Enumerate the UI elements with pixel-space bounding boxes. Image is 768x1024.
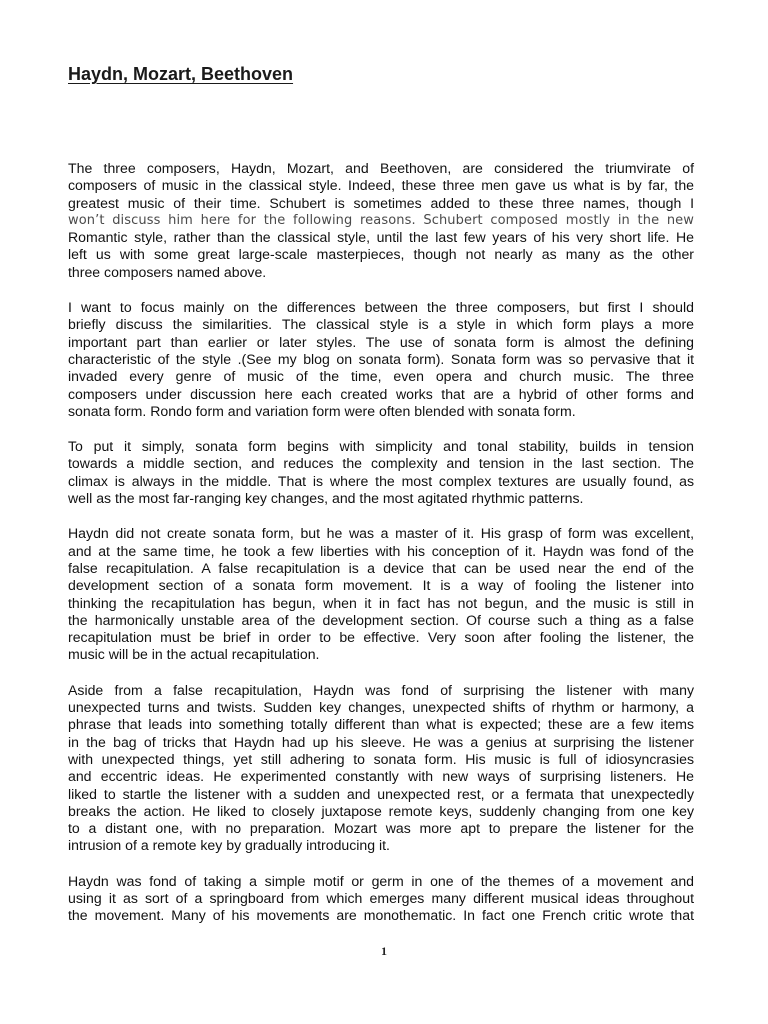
text-line: false recapitulation. A false recapitulation is a device that can be used near the end of the xyxy=(68,559,694,576)
text-line: music will be in the actual recapitulation. xyxy=(68,646,320,663)
text-line: using it as sort of a springboard from which emerges many different musical ideas throughout xyxy=(68,889,694,906)
paragraph-4 xyxy=(68,525,694,663)
text-line: Haydn did not create sonata form, but he was a master of it. His grasp of form was excellent, xyxy=(68,525,694,542)
text-line: invaded every genre of music of the time, even opera and church music. The three xyxy=(68,368,694,385)
text-line: Romantic style, rather than the classical style, until the last few years of his very short life. He xyxy=(68,229,694,246)
page-number: 1 xyxy=(381,944,387,958)
document-title: Haydn, Mozart, Beethoven xyxy=(68,64,294,84)
text-line: important part than earlier or later styles. The use of sonata form is almost the defining xyxy=(68,333,694,350)
text-line: characteristic of the style .(See my blog on sonata form). Sonata form was so pervasive that it xyxy=(68,350,694,367)
paragraph-3 xyxy=(68,438,694,507)
text-line: breaks the action. He liked to closely juxtapose remote keys, suddenly changing from one key xyxy=(68,802,694,819)
text-line: towards a middle section, and reduces the complexity and tension in the last section. The xyxy=(68,455,694,472)
paragraph-2 xyxy=(68,299,694,420)
paragraph-5 xyxy=(68,682,694,855)
paragraph-6 xyxy=(68,873,694,925)
text-line: in the bag of tricks that Haydn had up his sleeve. He was a genius at surprising the listener xyxy=(68,733,694,750)
text-line: well as the most far-ranging key changes, and the most agitated rhythmic patterns. xyxy=(68,490,584,507)
text-line: intrusion of a remote key by gradually introducing it. xyxy=(68,837,390,854)
text-line: To put it simply, sonata form begins with simplicity and tonal stability, builds in tension xyxy=(68,438,694,455)
text-line: composers of music in the classical style. Indeed, these three men gave us what is by far, the xyxy=(68,177,694,194)
text-line: to a distant one, with no preparation. Mozart was more apt to prepare the listener for the xyxy=(68,820,694,837)
text-line: phrase that leads into something totally different than what is expected; these are a few items xyxy=(68,716,694,733)
text-line: climax is always in the middle. That is where the most complex textures are usually found, as xyxy=(68,472,694,489)
text-line: Haydn was fond of taking a simple motif or germ in one of the themes of a movement and xyxy=(68,872,694,889)
text-line: with unexpected things, yet still adhering to sonata form. His music is full of idiosyncrasies xyxy=(68,750,694,767)
text-line: the movement. Many of his movements are monothematic. In fact one French critic wrote that xyxy=(68,907,694,924)
text-line: won’t discuss him here for the following reasons. Schubert composed mostly in the new xyxy=(68,212,694,228)
text-line: thinking the recapitulation has begun, when it in fact has not begun, and the music is still in xyxy=(68,594,694,611)
text-line: sonata form. Rondo form and variation form were often blended with sonata form. xyxy=(68,402,576,419)
text-line: and at the same time, he took a few liberties with his conception of it. Haydn was fond of the xyxy=(68,542,694,559)
document-body xyxy=(68,160,694,943)
text-line: three composers named above. xyxy=(68,263,267,280)
paragraph-1 xyxy=(68,160,694,281)
text-line: briefly discuss the similarities. The classical style is a style in which form plays a more xyxy=(68,316,694,333)
text-line: the harmonically unstable area of the development section. Of course such a thing as a false xyxy=(68,611,694,628)
text-line: and eccentric ideas. He experimented constantly with new ways of surprising listeners. He xyxy=(68,768,694,785)
text-line: The three composers, Haydn, Mozart, and Beethoven, are considered the triumvirate of xyxy=(68,160,694,176)
text-line: liked to startle the listener with a sudden and unexpected rest, or a fermata that unexpectedly xyxy=(68,785,694,802)
text-line: unexpected turns and twists. Sudden key changes, unexpected shifts of rhythm or harmony, a xyxy=(68,699,694,716)
text-line: greatest music of their time. Schubert is sometimes added to these three names, though I xyxy=(68,194,694,211)
text-line: recapitulation must be brief in order to be effective. Very soon after fooling the listener, the xyxy=(68,629,694,646)
text-line: development section of a sonata form movement. It is a way of fooling the listener into xyxy=(68,577,694,594)
text-line: Aside from a false recapitulation, Haydn was fond of surprising the listener with many xyxy=(68,681,694,698)
text-line: I want to focus mainly on the differences between the three composers, but first I should xyxy=(68,299,694,316)
text-line: left us with some great large-scale masterpieces, though not nearly as many as the other xyxy=(68,246,694,263)
text-line: composers under discussion here each created works that are a hybrid of other forms and xyxy=(68,385,694,402)
